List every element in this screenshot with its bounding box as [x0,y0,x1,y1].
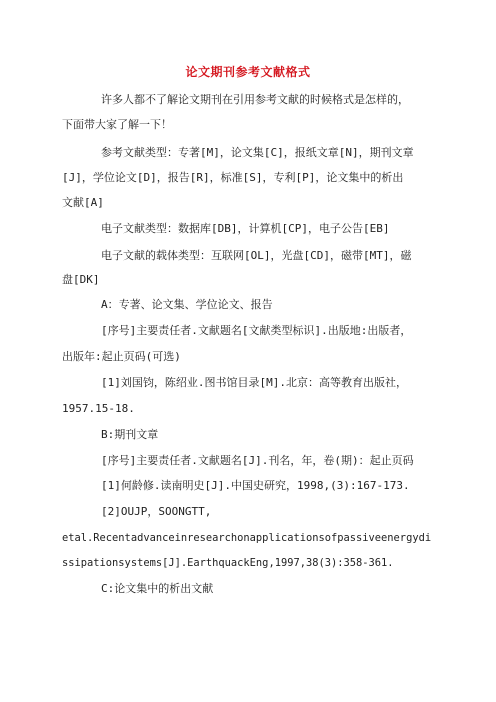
reference-line: [1]刘国钧，陈绍业.图书馆目录[M].北京：高等教育出版社， [101,376,407,389]
section-heading: B:期刊文章 [101,428,159,441]
paragraph-line: [J]，学位论文[D]，报告[R]，标准[S]，专利[P]，论文集中的析出 [62,171,404,184]
paragraph-line: 下面带大家了解一下！ [62,118,172,131]
page-title: 论文期刊参考文献格式 [185,65,311,79]
reference-line: ssipationsystems[J].EarthquackEng,1997,38(3):358-361. [62,557,394,569]
reference-line: etal.Recentadvanceinresearchonapplicationsofpassiveenergydi [62,532,432,544]
paragraph-line: 盘[DK] [62,273,100,286]
section-heading: A：专著、论文集、学位论文、报告 [101,298,273,311]
paragraph-line: [序号]主要责任者.文献题名[J].刊名，年，卷(期)：起止页码 [101,454,414,467]
section-heading: C:论文集中的析出文献 [101,582,214,595]
paragraph-line: 参考文献类型：专著[M]，论文集[C]，报纸文章[N]，期刊文章 [101,146,414,159]
paragraph-line: 许多人都不了解论文期刊在引用参考文献的时候格式是怎样的， [101,93,409,106]
paragraph-line: 电子文献类型：数据库[DB]，计算机[CP]，电子公告[EB] [101,222,390,235]
paragraph-line: [序号]主要责任者.文献题名[文献类型标识].出版地:出版者， [101,324,412,337]
paragraph-line: 文献[A] [62,196,104,209]
paragraph-line: 出版年:起止页码(可选) [62,350,181,363]
reference-line: [1]何龄修.读南明史[J].中国史研究，1998,(3):167-173. [101,479,410,492]
reference-line: [2]OUJP，SOONGTT, [101,505,212,518]
paragraph-line: 电子文献的载体类型：互联网[OL]，光盘[CD]，磁带[MT]，磁 [101,249,412,262]
reference-line: 1957.15-18. [62,402,135,415]
